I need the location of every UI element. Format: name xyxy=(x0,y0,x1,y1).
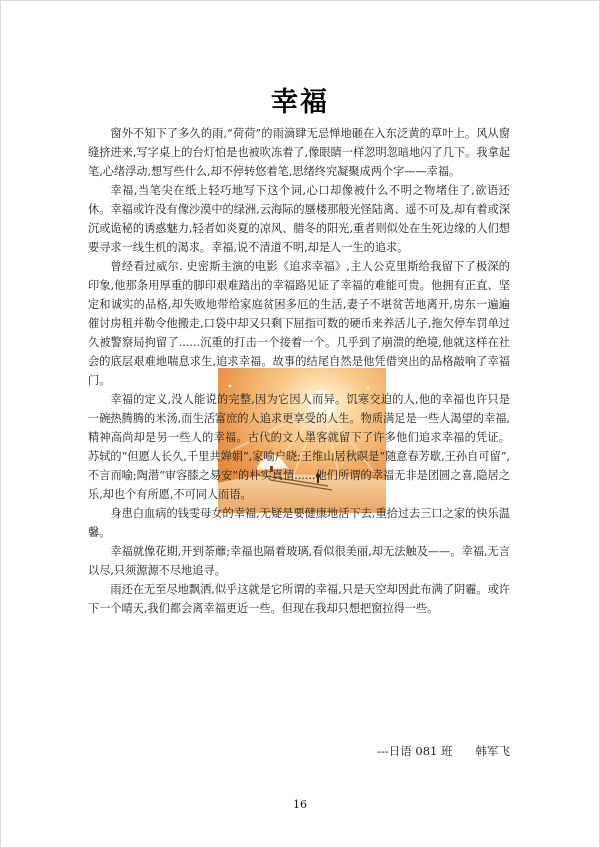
page-number: 16 xyxy=(293,798,307,811)
paragraph-3-text: 曾经看过威尔. 史密斯主演的电影《追求幸福》,主人公克里斯给我留下了极深的印象,他那条用厚重的脚印艰难踏出的幸福路见证了幸福的难能可贵。他拥有正直、坚定和诚实的品格,却失败地带给家庭贫困多厄的生活,妻子不堪贫苦地离开,房东一遍遍催讨房租并勒令他搬走,口袋中却又只剩下屈指可数的硬币来养活儿子,拖欠停车罚单过久被警察局拘留了......沉重的打击一个接着一个。几乎到了崩溃的绝境,他就这样在社会的底层艰难地喘息求生,追求幸福。故事的结尾自然是他凭借突出的品格敲响了幸福门。 xyxy=(88,260,510,387)
paragraph-3 xyxy=(88,257,510,390)
paragraph-7: 雨还在无至尽地飘洒,似乎这就是它所谓的幸福,只是天空却因此布满了阴霾。或许下一个晴天,我们都会离幸福更近一些。但现在我却只想把窗拉得一些。 xyxy=(88,583,510,615)
paragraph-4: 幸福的定义,没人能说的完整,因为它因人而异。饥寒交迫的人,他的幸福也许只是一碗热腾腾的米汤,而生活富庶的人追求更享受的人生。物质满足是一些人渴望的幸福,精神高尚却是另一些人的幸福。古代的文人墨客就留下了许多他们追求幸福的凭证。苏轼的“但愿人长久,千里共婵娟”,家喻户晓;王维山居秋暝是“随意春芳歇,王孙自可留”,不言而喻;陶潜“审容膝之易安”的朴实真情......他们所谓的幸福无非是团圆之喜,隐居之乐,却也个有所愿,不可同人而语。 xyxy=(88,393,510,501)
signature: ---日语 081 班 韩军飞 xyxy=(377,744,510,758)
page-title: 幸福 xyxy=(271,87,329,118)
paragraph-6: 幸福就像花期,开到荼蘼;幸福也隔着玻璃,看似很美丽,却无法触及——。幸福,无言以尽,只须源源不尽地追寻。 xyxy=(88,545,510,577)
paragraph-1: 窗外不知下了多久的雨,“荷荷”的雨滴肆无忌惮地砸在入东泛黄的草叶上。风从窗缝挤进来,写字桌上的台灯怕是也被吹冻着了,像眼睛一样忽明忽暗地闪了几下。我拿起笔,心绪浮动,想写些什么,却不停转悠着笔,思绪终究凝聚成两个字——幸福。 xyxy=(88,127,510,178)
paragraph-2: 幸福,当笔尖在纸上轻巧地写下这个词,心口却像被什么不明之物堵住了,欲语还休。幸福或许没有像沙漠中的绿洲,云海际的蜃楼那般光怪陆离、遥不可及,却有着或深沉或诡秘的诱惑魅力,轻者如炎夏的凉风、腊冬的阳光,重者则似处在生死边缘的人们想要寻求一线生机的渴求。幸福,说不清道不明,却是人一生的追求。 xyxy=(88,184,510,254)
paragraph-5: 身患白血病的钱雯母女的幸福,无疑是要健康地活下去,重拾过去三口之家的快乐温馨。 xyxy=(88,507,510,539)
article-body xyxy=(88,124,510,618)
